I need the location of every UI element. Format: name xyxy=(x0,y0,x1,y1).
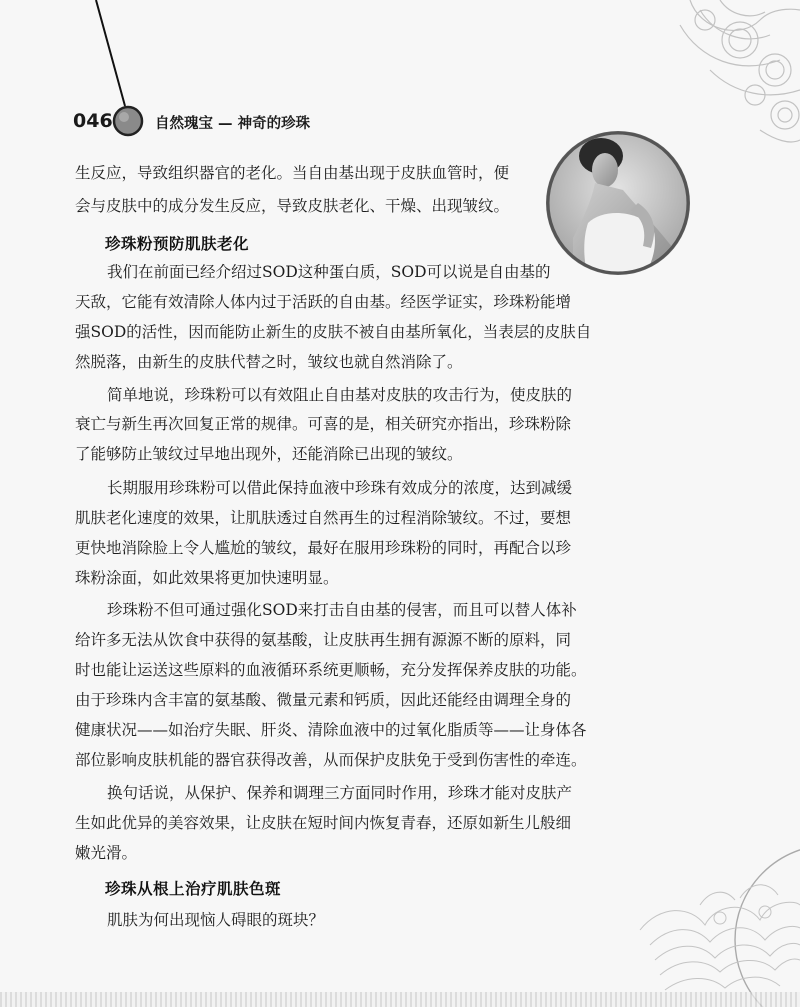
bottom-edge-strip xyxy=(0,992,800,1007)
body-line: 长期服用珍珠粉可以借此保持血液中珍珠有效成分的浓度，达到减缓 xyxy=(107,479,573,497)
body-line: 了能够防止皱纹过早地出现外，还能消除已出现的皱纹。 xyxy=(75,445,463,463)
body-line: 嫩光滑。 xyxy=(75,844,138,862)
body-line: 换句话说，从保护、保养和调理三方面同时作用，珍珠才能对皮肤产 xyxy=(107,784,573,802)
body-line: 会与皮肤中的成分发生反应，导致皮肤老化、干燥、出现皱纹。 xyxy=(75,197,510,215)
body-line: 给许多无法从饮食中获得的氨基酸，让皮肤再生拥有源源不断的原料，同 xyxy=(75,631,572,649)
body-line: 生如此优异的美容效果，让皮肤在短时间内恢复青春，还原如新生儿般细 xyxy=(75,814,572,832)
pearl-ornament-icon xyxy=(114,107,142,135)
body-line: 衰亡与新生再次回复正常的规律。可喜的是，相关研究亦指出，珍珠粉除 xyxy=(75,415,572,433)
body-line: 生反应，导致组织器官的老化。当自由基出现于皮肤血管时，便 xyxy=(75,164,510,182)
section-heading-pigmentation: 珍珠从根上治疗肌肤色斑 xyxy=(105,879,282,898)
body-line: 由于珍珠内含丰富的氨基酸、微量元素和钙质，因此还能经由调理全身的 xyxy=(75,691,572,709)
body-line: 肌肤老化速度的效果，让肌肤透过自然再生的过程消除皱纹。不过，要想 xyxy=(75,509,572,527)
cloud-pattern-top-right xyxy=(680,0,800,142)
body-line: 我们在前面已经介绍过SOD这种蛋白质，SOD可以说是自由基的 xyxy=(107,263,551,281)
section-heading-anti-aging: 珍珠粉预防肌肤老化 xyxy=(105,234,250,253)
body-line: 时也能让运送这些原料的血液循环系统更顺畅，充分发挥保养皮肤的功能。 xyxy=(75,661,587,679)
pendant-string xyxy=(96,0,125,106)
body-line: 更快地消除脸上令人尴尬的皱纹，最好在服用珍珠粉的同时，再配合以珍 xyxy=(75,539,572,557)
body-line: 珍珠粉不但可通过强化SOD来打击自由基的侵害，而且可以替人体补 xyxy=(107,601,577,619)
body-line: 珠粉涂面，如此效果将更加快速明显。 xyxy=(75,569,339,587)
body-line: 部位影响皮肤机能的器官获得改善，从而保护皮肤免于受到伤害性的牵连。 xyxy=(75,751,587,769)
body-line: 然脱落，由新生的皮肤代替之时，皱纹也就自然消除了。 xyxy=(75,353,463,371)
body-line: 强SOD的活性，因而能防止新生的皮肤不被自由基所氧化，当表层的皮肤自 xyxy=(75,323,592,341)
body-line: 简单地说，珍珠粉可以有效阻止自由基对皮肤的攻击行为，使皮肤的 xyxy=(107,386,573,404)
body-line: 肌肤为何出现恼人碍眼的斑块？ xyxy=(107,911,325,929)
body-line: 健康状况——如治疗失眠、肝炎、清除血液中的过氧化脂质等——让身体各 xyxy=(75,721,587,739)
body-line: 天敌，它能有效清除人体内过于活跃的自由基。经医学证实，珍珠粉能增 xyxy=(75,293,572,311)
woman-bathing-photo-icon xyxy=(543,128,693,278)
page-number: 046 xyxy=(73,110,113,132)
running-title: 自然瑰宝 — 神奇的珍珠 xyxy=(155,116,311,132)
wave-pattern-bottom-right xyxy=(640,845,800,1007)
